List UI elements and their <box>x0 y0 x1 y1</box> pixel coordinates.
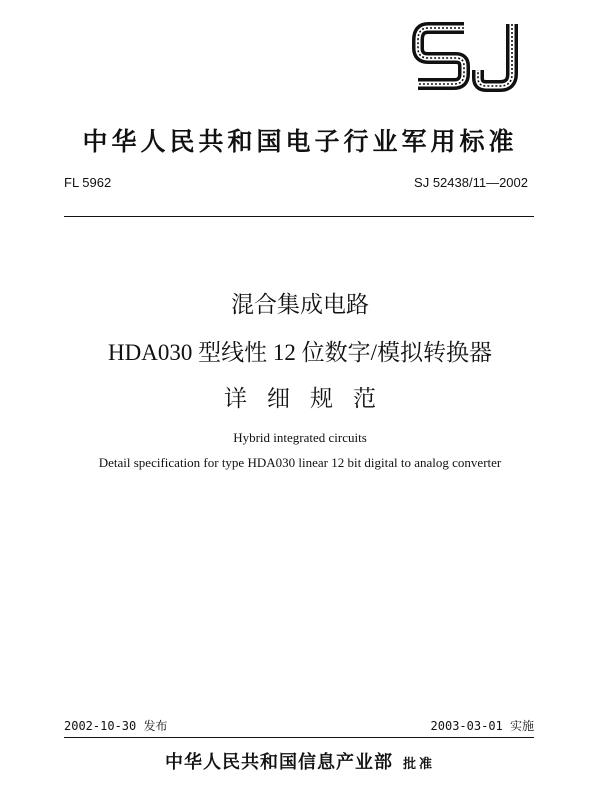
classification-code: FL 5962 <box>64 175 112 190</box>
standard-category-title: 中华人民共和国电子行业军用标准 <box>82 127 518 156</box>
title-cn-line3: 详细规范 <box>224 386 396 412</box>
title-cn-line2: HDA030 型线性 12 位数字/模拟转换器 <box>108 340 492 365</box>
approval-label: 批准 <box>402 757 435 772</box>
issue-date: 2002-10-30 发布 <box>64 719 168 733</box>
title-cn-line1: 混合集成电路 <box>231 292 369 318</box>
publisher-name: 中华人民共和国信息产业部 <box>164 752 393 773</box>
implementation-date: 2003-03-01 实施 <box>430 719 534 733</box>
footer-divider <box>64 737 534 738</box>
publisher-line <box>0 748 600 774</box>
sj-logo <box>412 18 530 98</box>
title-en-line2: Detail specification for type HDA030 linear 12 bit digital to analog converter <box>98 455 502 470</box>
title-en-line1: Hybrid integrated circuits <box>233 430 367 445</box>
sj-logo-mark <box>418 24 512 86</box>
standard-number: SJ 52438/11—2002 <box>414 175 528 190</box>
header-divider <box>64 216 534 217</box>
